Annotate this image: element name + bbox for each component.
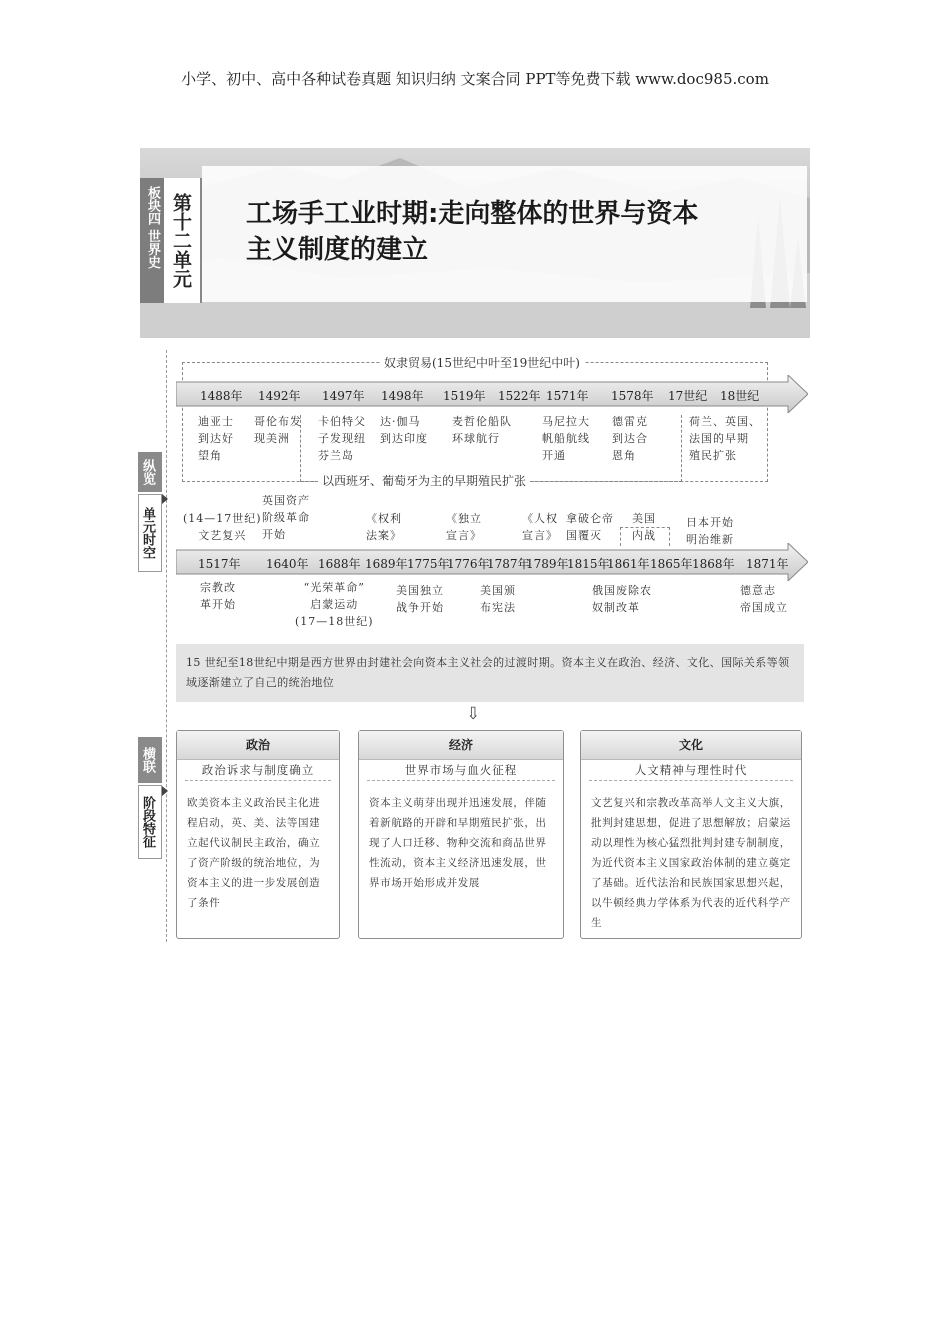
timeline-event: 迪亚士 到达好 望角 xyxy=(198,415,234,462)
year-label: 1689年 xyxy=(365,557,408,571)
year-label: 1640年 xyxy=(266,557,309,571)
year-label: 1789年 xyxy=(526,557,569,571)
pointer-icon xyxy=(162,494,168,504)
year-label: 17世纪 xyxy=(668,389,708,403)
card-subtitle: 世界市场与血火征程 xyxy=(367,760,555,781)
year-label: 1815年 xyxy=(567,557,610,571)
year-label: 1488年 xyxy=(200,389,243,403)
card-title: 政治 xyxy=(177,731,339,760)
section-tag: 板块四 世界史 xyxy=(140,178,164,303)
year-label: 1498年 xyxy=(381,389,424,403)
year-label: 1517年 xyxy=(198,557,241,571)
card-culture xyxy=(580,730,802,939)
timeline-event-above: 美国 内战 xyxy=(632,512,656,542)
summary-box: 15 世纪至18世纪中期是西方世界由封建社会向资本主义社会的过渡时期。资本主义在政治、经济、文化、国际关系等领域逐渐建立了自己的统治地位 xyxy=(176,644,804,702)
timeline-event-below: 德意志 帝国成立 xyxy=(740,584,788,614)
year-label: 1865年 xyxy=(650,557,693,571)
down-arrow-icon: ⇩ xyxy=(466,704,481,724)
unit-number-tag: 第十二单元 xyxy=(164,178,202,303)
timeline-event-above: (14—17世纪) 文艺复兴 xyxy=(183,512,262,542)
side-tag-henglian: 横联 xyxy=(138,737,162,783)
timeline-event-below: 美国独立 战争开始 xyxy=(396,584,444,614)
side-box-jieduan: 阶段特征 xyxy=(138,785,162,859)
year-label: 18世纪 xyxy=(720,389,760,403)
year-label: 1578年 xyxy=(611,389,654,403)
card-subtitle: 人文精神与理性时代 xyxy=(589,760,793,781)
timeline-event: 荷兰、英国、 法国的早期 殖民扩张 xyxy=(689,415,761,462)
year-label: 1688年 xyxy=(318,557,361,571)
year-label: 1871年 xyxy=(746,557,789,571)
unit-title-line2: 主义制度的建立 xyxy=(246,235,429,265)
unit-title-line1: 工场手工业时期:走向整体的世界与资本 xyxy=(246,199,699,229)
year-label: 1522年 xyxy=(498,389,541,403)
year-label: 1519年 xyxy=(443,389,486,403)
timeline-event-below: 美国颁 布宪法 xyxy=(480,584,516,614)
year-label: 1497年 xyxy=(322,389,365,403)
timeline-event: 哥伦布发 现美洲 xyxy=(254,415,302,445)
card-politics xyxy=(176,730,340,939)
timeline-event-below: “光荣革命” 启蒙运动 (17—18世纪) xyxy=(295,581,374,628)
timeline-event: 卡伯特父 子发现纽 芬兰岛 xyxy=(318,415,366,462)
year-label: 1776年 xyxy=(447,557,490,571)
year-label: 1787年 xyxy=(487,557,530,571)
timeline-event: 麦哲伦船队 环球航行 xyxy=(452,415,512,445)
card-body: 欧美资本主义政治民主化进程启动，英、美、法等国建立起代议制民主政治，确立了资产阶级的统治地位，为资本主义的进一步发展创造了条件 xyxy=(187,797,321,909)
card-title: 经济 xyxy=(359,731,563,760)
year-label: 1492年 xyxy=(258,389,301,403)
timeline-event: 德雷克 到达合 恩角 xyxy=(612,415,648,462)
timeline-event-above: 《人权 宣言》 xyxy=(522,512,558,542)
page-header: 小学、初中、高中各种试卷真题 知识归纳 文案合同 PPT等免费下载 www.doc985.com xyxy=(181,70,769,88)
year-label: 1861年 xyxy=(607,557,650,571)
card-body: 资本主义萌芽出现并迅速发展，伴随着新航路的开辟和早期殖民扩张，出现了人口迁移、物种交流和商品世界性流动，资本主义经济迅速发展，世界市场开始形成并发展 xyxy=(369,797,547,889)
side-tag-zonglan: 纵览 xyxy=(138,452,162,492)
colonial-expansion-label: 以西班牙、葡萄牙为主的早期殖民扩张 xyxy=(318,472,530,489)
card-subtitle: 政治诉求与制度确立 xyxy=(185,760,331,781)
year-label: 1571年 xyxy=(546,389,589,403)
pointer-icon xyxy=(162,786,168,796)
slave-trade-label: 奴隶贸易(15世纪中叶至19世纪中叶) xyxy=(380,354,584,371)
year-label: 1775年 xyxy=(407,557,450,571)
timeline-event-above: 《权利 法案》 xyxy=(366,512,402,542)
card-economy xyxy=(358,730,564,939)
timeline-event: 马尼拉大 帆船航线 开通 xyxy=(542,415,590,462)
card-body: 文艺复兴和宗教改革高举人文主义大旗，批判封建思想，促进了思想解放；启蒙运动以理性为核心猛烈批判封建专制制度，为近代资本主义国家政治体制的建立奠定了基础。近代法治和民族国家思想兴起，以牛顿经典力学体系为代表的近代科学产生 xyxy=(591,797,791,929)
side-box-danyuan: 单元时空 xyxy=(138,494,162,572)
unit-title xyxy=(246,196,766,268)
left-dashed-rule xyxy=(166,350,167,942)
year-label: 1868年 xyxy=(692,557,735,571)
timeline-event-below: 宗教改 革开始 xyxy=(200,581,236,611)
timeline-event: 达·伽马 到达印度 xyxy=(380,415,428,445)
timeline-event-above: 拿破仑帝 国覆灭 xyxy=(566,512,614,542)
card-title: 文化 xyxy=(581,731,801,760)
timeline-event-above: 英国资产 阶级革命 开始 xyxy=(262,494,310,541)
timeline-event-above: 日本开始 明治维新 xyxy=(686,516,734,546)
timeline-event-above: 《独立 宣言》 xyxy=(446,512,482,542)
timeline-event-below: 俄国废除农 奴制改革 xyxy=(592,584,652,614)
